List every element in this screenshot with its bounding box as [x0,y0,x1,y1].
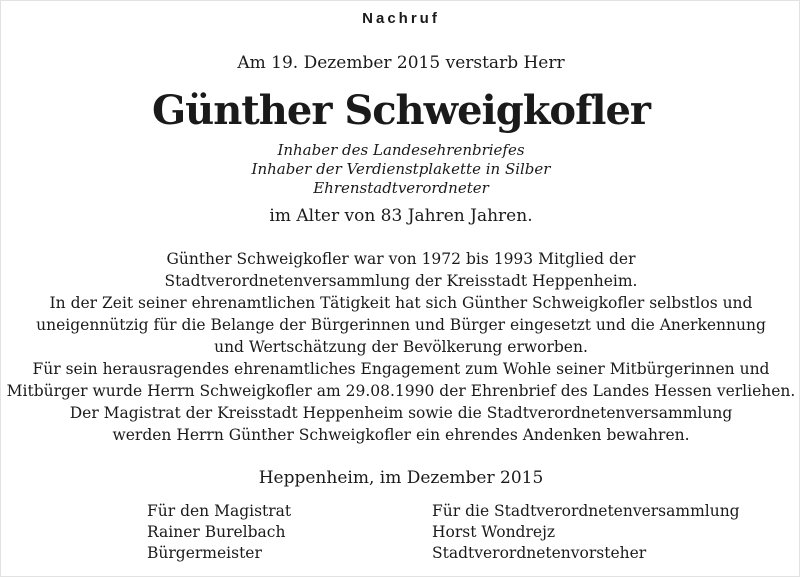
body-line: Mitbürger wurde Herrn Schweigkofler am 29.08.1990 der Ehrenbrief des Landes Hessen verliehen. [6,382,796,400]
body-line: Stadtverordnetenversammlung der Kreisstadt Heppenheim. [164,272,638,290]
body-line: In der Zeit seiner ehrenamtlichen Tätigkeit hat sich Günther Schweigkofler selbstlos und [49,294,753,312]
signature-block-magistrat [147,501,291,564]
signer-role: Stadtverordnetenvorsteher [432,544,647,562]
body-line: Günther Schweigkofler war von 1972 bis 1993 Mitglied der [166,250,636,268]
signer-organization: Für den Magistrat [147,502,292,520]
signature-block-stadtverordnetenversammlung [432,501,740,564]
body-line: Für sein herausragendes ehrenamtliches Engagement zum Wohle seiner Mitbürgerinnen und [32,360,770,378]
signer-name: Rainer Burelbach [147,523,286,541]
honor-line: Ehrenstadtverordneter [313,179,489,197]
intro-line: Am 19. Dezember 2015 verstarb Herr [237,53,565,73]
body-line: werden Herrn Günther Schweigkofler ein ehrendes Andenken bewahren. [112,426,690,444]
place-date: Heppenheim, im Dezember 2015 [258,468,544,488]
signer-organization: Für die Stadtverordnetenversammlung [432,502,740,520]
signer-name: Horst Wondrejz [432,523,556,541]
body-line: uneigennützig für die Belange der Bürgerinnen und Bürger eingesetzt und die Anerkennung [36,316,766,334]
honors-list [1,141,800,198]
honor-line: Inhaber der Verdienstplakette in Silber [251,160,551,178]
signer-role: Bürgermeister [147,544,262,562]
deceased-name: Günther Schweigkofler [151,87,651,134]
body-text [1,248,800,446]
notice-heading: Nachruf [362,10,440,27]
honor-line: Inhaber des Landesehrenbriefes [277,141,525,159]
body-line: Der Magistrat der Kreisstadt Heppenheim sowie die Stadtverordnetenversammlung [69,404,733,422]
body-line: und Wertschätzung der Bevölkerung erworben. [214,338,588,356]
age-line: im Alter von 83 Jahren Jahren. [269,206,533,226]
